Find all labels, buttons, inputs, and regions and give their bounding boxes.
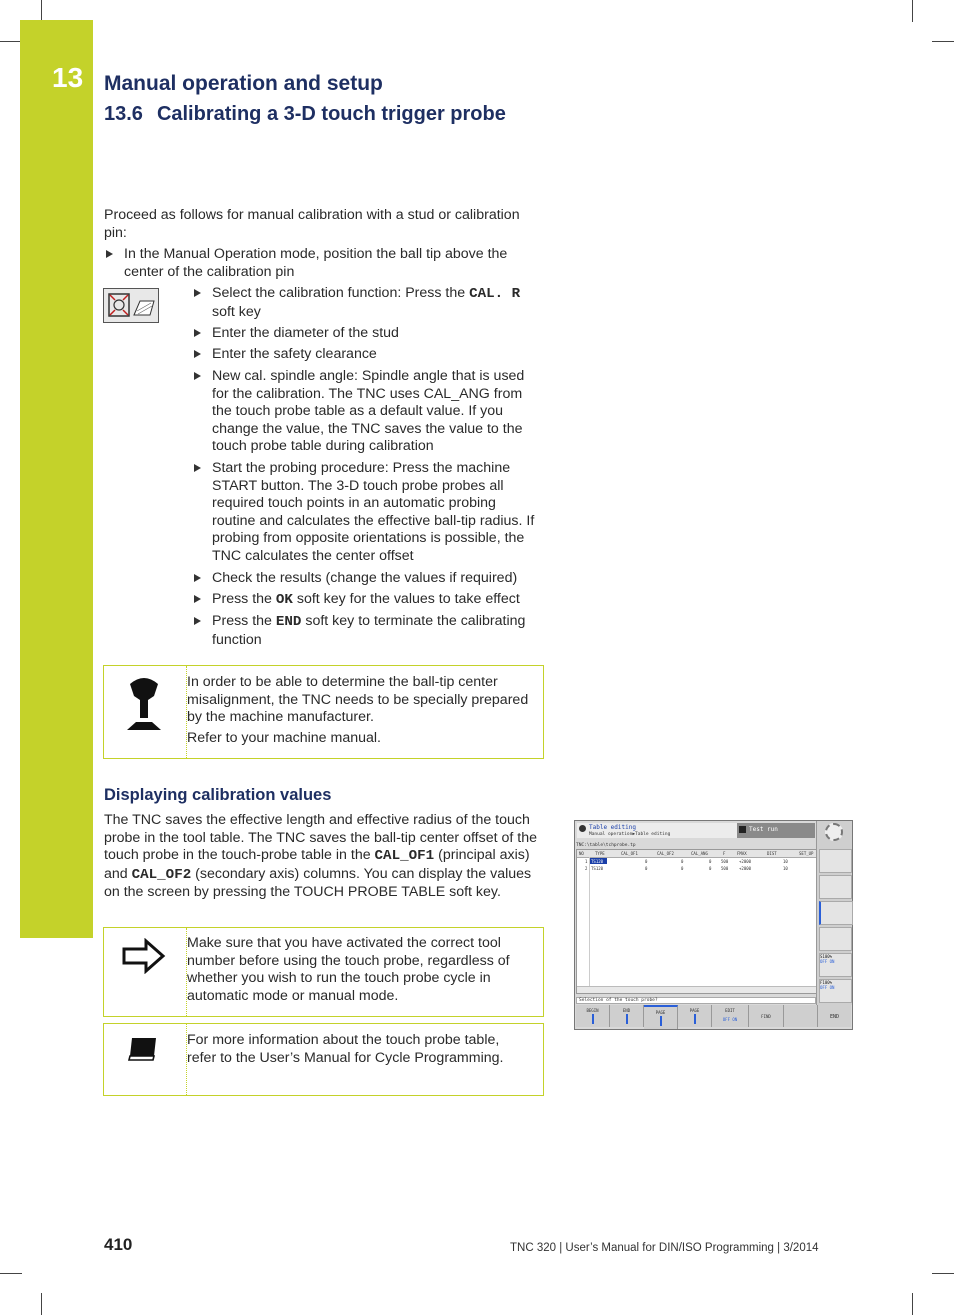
table-cell[interactable]: 1 xyxy=(585,859,588,864)
section-title: 13.6 Calibrating a 3-D touch trigger probe xyxy=(104,103,506,125)
screen-mode: Test run xyxy=(749,826,778,833)
column-header: SET_UP xyxy=(799,851,814,856)
table-cell[interactable]: 0 xyxy=(709,859,712,864)
column-header: CAL_OF1 xyxy=(621,851,638,856)
status-line: Selection of the touch probe? xyxy=(576,997,816,1004)
side-softkey[interactable] xyxy=(819,875,852,899)
screen-title-bar xyxy=(577,823,813,838)
step-position-ball: In the Manual Operation mode, position the ball tip above the center of the calibration pin xyxy=(124,246,508,280)
crop-mark xyxy=(0,41,22,42)
softkey-find[interactable]: FIND xyxy=(749,1005,784,1027)
softkey-end[interactable]: END xyxy=(818,1005,851,1027)
step-press-end: Press the END soft key to terminate the calibrating function xyxy=(212,613,526,648)
column-header: TYPE xyxy=(595,851,605,856)
spindle-override[interactable]: S100% OFF ON xyxy=(819,953,852,977)
bullet-arrow-icon xyxy=(106,250,113,258)
softkey-edit[interactable]: EDIT OFF ON xyxy=(712,1005,749,1027)
table-cell[interactable]: 10 xyxy=(783,859,788,864)
chapter-title: Manual operation and setup xyxy=(104,72,383,95)
horizontal-scrollbar[interactable] xyxy=(577,986,817,993)
bullet-arrow-icon xyxy=(194,289,201,297)
table-path: TNC:\table\tchprobe.tp xyxy=(576,843,636,848)
table-cell[interactable]: TS120 xyxy=(591,859,604,864)
table-cell[interactable]: 0 xyxy=(645,859,648,864)
softkey-begin[interactable]: BEGIN xyxy=(576,1005,610,1027)
footer-text: TNC 320 | User’s Manual for DIN/ISO Programming | 3/2014 xyxy=(510,1242,819,1254)
screen-title: Table editing xyxy=(589,824,636,831)
softkey-page-down[interactable]: PAGE xyxy=(678,1005,712,1027)
subsection-title: Displaying calibration values xyxy=(104,786,332,804)
column-header: DIST xyxy=(767,851,777,856)
book-icon xyxy=(126,1036,160,1062)
machine-note-box xyxy=(103,665,544,759)
bullet-arrow-icon xyxy=(194,372,201,380)
tool-note-box xyxy=(103,927,544,1017)
bullet-arrow-icon xyxy=(194,350,201,358)
step-start-probing: Start the probing procedure: Press the machine START button. The 3-D touch probe probes all required touch points in an automatic probing routine and calculates the effective ball-tip radius. If probing from opposite orientations is possible, the TNC calculates the center offset xyxy=(212,460,535,564)
crop-mark xyxy=(0,1273,22,1274)
table-cell[interactable]: 2 xyxy=(585,866,588,871)
table-cell[interactable]: +2000 xyxy=(739,859,752,864)
mode-icon xyxy=(579,825,586,832)
bullet-arrow-icon xyxy=(194,617,201,625)
probe-table-header xyxy=(577,850,817,858)
chapter-sidebar xyxy=(20,20,93,938)
screen-side-panel xyxy=(816,821,852,1005)
softkey-page-up[interactable]: PAGE xyxy=(644,1005,678,1029)
table-cell[interactable]: 0 xyxy=(681,866,684,871)
step-check-results: Check the results (change the values if required) xyxy=(212,570,518,586)
softkey-end-page[interactable]: END xyxy=(610,1005,644,1027)
crop-mark xyxy=(932,1273,954,1274)
gear-icon xyxy=(825,823,843,841)
table-cell[interactable]: 0 xyxy=(645,866,648,871)
step-clearance: Enter the safety clearance xyxy=(212,346,377,362)
column-header: F xyxy=(723,851,726,856)
table-cell[interactable]: 0 xyxy=(709,866,712,871)
column-header: NO xyxy=(579,851,584,856)
crop-mark xyxy=(41,0,42,22)
table-cell[interactable]: 0 xyxy=(681,859,684,864)
tnc-screenshot xyxy=(574,820,853,1030)
bullet-arrow-icon xyxy=(194,595,201,603)
step-press-ok: Press the OK soft key for the values to take effect xyxy=(212,591,520,608)
cal-r-softkey-icon xyxy=(103,288,159,323)
manual-note-box xyxy=(103,1023,544,1096)
step-spindle-angle: New cal. spindle angle: Spindle angle that is used for the calibration. The TNC uses CAL_ANG from the touch probe table as a default value. If you change the value, the TNC saves the value to the touch probe table during calibration xyxy=(212,368,525,455)
machine-note-ref: Refer to your machine manual. xyxy=(187,730,381,746)
column-header: FMAX xyxy=(737,851,747,856)
bullet-arrow-icon xyxy=(194,464,201,472)
column-header: CAL_OF2 xyxy=(657,851,674,856)
softkey-empty[interactable] xyxy=(784,1005,818,1027)
display-paragraph: The TNC saves the effective length and effective radius of the touch probe in the tool table. The TNC saves the ball-tip center offset of the touch probe in the touch-probe table in the CAL_OF1 (principal axis) and CAL_OF2 (secondary axis) columns. You can display the values on the screen by pressing the TOUCH PROBE TABLE soft key. xyxy=(104,812,537,901)
softkey-bar xyxy=(576,1005,851,1027)
tool-note-text: Make sure that you have activated the correct tool number before using the touch probe, regardless of whether you wish to run the touch probe cycle in automatic mode or manual mode. xyxy=(187,935,510,1004)
column-header: CAL_ANG xyxy=(691,851,708,856)
bullet-arrow-icon xyxy=(194,329,201,337)
manual-note-text: For more information about the touch probe table, refer to the User’s Manual for Cycle Programming. xyxy=(187,1032,504,1066)
machine-note-text: In order to be able to determine the ball-tip center misalignment, the TNC needs to be specially prepared by the machine manufacturer. xyxy=(187,674,529,726)
feed-override[interactable]: F100% OFF ON xyxy=(819,979,852,1003)
step-diameter: Enter the diameter of the stud xyxy=(212,325,399,341)
table-cell[interactable]: 500 xyxy=(721,866,729,871)
crop-mark xyxy=(41,1293,42,1315)
table-cell[interactable]: 500 xyxy=(721,859,729,864)
table-cell[interactable]: TS120 xyxy=(591,866,604,871)
step-select-calibration: Select the calibration function: Press the CAL. R soft key xyxy=(212,285,521,320)
screen-subtitle: Manual operation▶Table editing xyxy=(589,832,671,837)
machine-manufacturer-icon xyxy=(124,676,164,740)
crop-mark xyxy=(932,41,954,42)
table-gridline xyxy=(589,857,590,992)
intro-paragraph: Proceed as follows for manual calibration with a stud or calibration pin: xyxy=(104,207,520,241)
crop-mark xyxy=(912,0,913,22)
probe-table xyxy=(576,849,818,994)
page-number: 410 xyxy=(104,1235,133,1254)
bullet-arrow-icon xyxy=(194,574,201,582)
side-softkey[interactable] xyxy=(819,927,852,951)
chapter-number: 13 xyxy=(52,62,84,93)
side-softkey[interactable] xyxy=(819,849,852,873)
crop-mark xyxy=(912,1293,913,1315)
arrow-right-icon xyxy=(122,938,166,974)
screen-mode-box xyxy=(737,823,815,838)
test-run-icon xyxy=(739,826,746,833)
table-cell[interactable]: 10 xyxy=(783,866,788,871)
table-cell[interactable]: +2000 xyxy=(739,866,752,871)
side-softkey-probe[interactable] xyxy=(819,901,853,925)
